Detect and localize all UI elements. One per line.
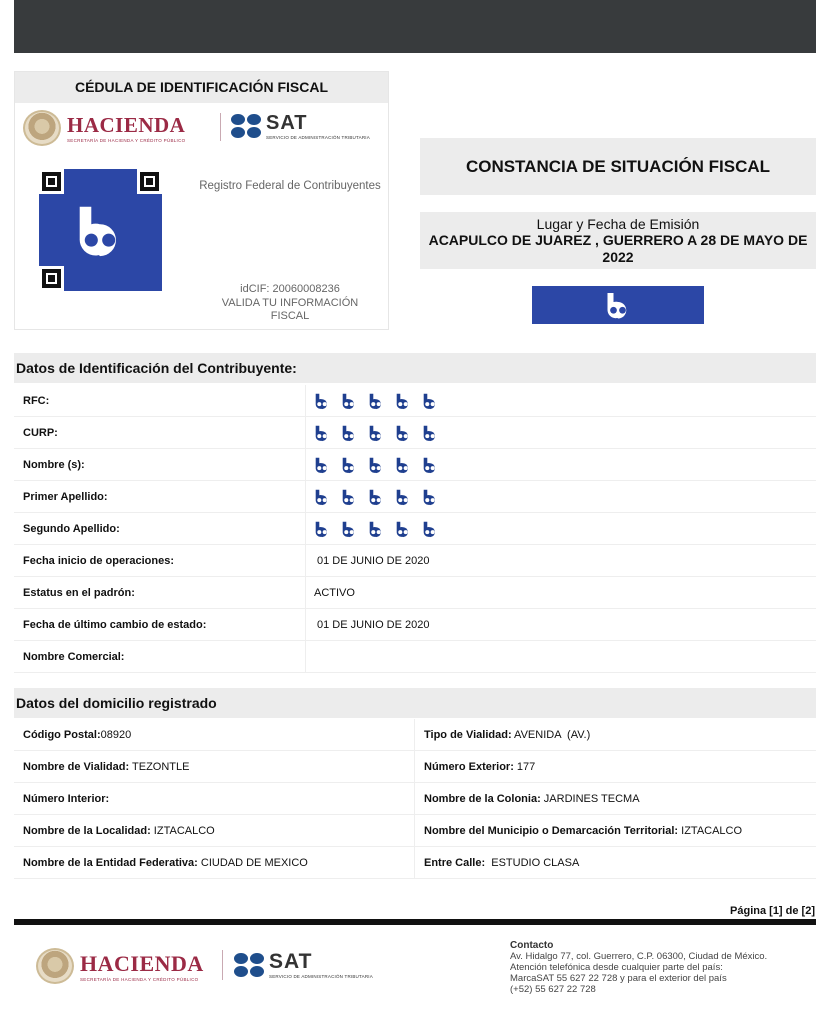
cedula-logos [23, 110, 383, 146]
column-divider [414, 719, 415, 750]
redaction-mask-icon [366, 488, 386, 506]
sat-dots-icon [231, 114, 261, 138]
redaction-mask-icon [312, 520, 332, 538]
column-divider [305, 513, 306, 544]
contact-line: (+52) 55 627 22 728 [510, 984, 596, 995]
redaction-mask-icon [420, 456, 440, 474]
idcif-value: idCIF: 20060008236 [240, 283, 340, 295]
redaction-mask-icon [339, 424, 359, 442]
hacienda-wordmark: HACIENDA [80, 950, 204, 976]
hacienda-subtitle: SECRETARÍA DE HACIENDA Y CRÉDITO PÚBLICO [67, 138, 186, 143]
address-field [424, 783, 640, 815]
logo-divider [220, 113, 221, 141]
logo-divider [222, 950, 223, 980]
contact-line: Av. Hidalgo 77, col. Guerrero, C.P. 06300, Ciudad de México. [510, 951, 768, 962]
sat-subtitle: SERVICIO DE ADMINISTRACIÓN TRIBUTARIA [269, 974, 373, 979]
valida-line-2: FISCAL [270, 310, 310, 322]
redaction-mask-icon [393, 488, 413, 506]
identificacion-row [14, 609, 816, 641]
field-value: 01 DE JUNIO DE 2020 [317, 555, 430, 567]
address-field [424, 719, 590, 751]
redaction-mask-icon [339, 456, 359, 474]
field-label: Fecha inicio de operaciones: [23, 555, 174, 567]
footer-logos [36, 946, 386, 986]
redaction-mask-icon [312, 488, 332, 506]
redaction-mask-icon [312, 392, 332, 410]
redaction-banner [532, 286, 704, 324]
contact-title: Contacto [510, 940, 554, 951]
cedula-identificacion-fiscal [14, 71, 389, 330]
domicilio-row [14, 719, 816, 751]
field-label: CURP: [23, 427, 58, 439]
redaction-mask-icon [366, 520, 386, 538]
qr-finder-icon [39, 169, 64, 194]
sat-wordmark: SAT [266, 112, 308, 134]
domicilio-row [14, 815, 816, 847]
redaction-mask-icon [312, 456, 332, 474]
identificacion-row [14, 577, 816, 609]
lugar-fecha-emision [420, 212, 816, 269]
address-field [23, 751, 189, 783]
domicilio-row [14, 751, 816, 783]
column-divider [305, 385, 306, 416]
column-divider [305, 609, 306, 640]
hacienda-logo [23, 110, 185, 146]
identificacion-row [14, 417, 816, 449]
qr-finder-icon [39, 266, 64, 291]
redaction-logo-icon [603, 290, 633, 320]
section-title-domicilio: Datos del domicilio registrado [14, 688, 816, 718]
redaction-mask-icon [339, 520, 359, 538]
constancia-title: CONSTANCIA DE SITUACIÓN FISCAL [420, 138, 816, 195]
address-label: Código Postal: [23, 729, 101, 741]
eagle-seal-icon [36, 948, 74, 984]
column-divider [414, 783, 415, 814]
redaction-mask-icon [393, 424, 413, 442]
redaction-mask-icon [312, 424, 332, 442]
redaction-mask-icon [420, 488, 440, 506]
address-label: Nombre del Municipio o Demarcación Territorial: [424, 825, 679, 837]
address-label: Nombre de la Colonia: [424, 793, 541, 805]
column-divider [305, 417, 306, 448]
redaction-mask-icon [366, 392, 386, 410]
field-label: Primer Apellido: [23, 491, 108, 503]
column-divider [414, 815, 415, 846]
address-value: CIUDAD DE MEXICO [197, 857, 308, 869]
redaction-mask-icon [366, 456, 386, 474]
field-label: Nombre Comercial: [23, 651, 125, 663]
rfc-caption: Registro Federal de Contribuyentes [199, 180, 381, 192]
redacted-value [312, 392, 447, 410]
redaction-mask-icon [339, 392, 359, 410]
identificacion-row [14, 641, 816, 673]
qr-finder-icon [137, 169, 162, 194]
address-label: Entre Calle: [424, 857, 486, 869]
footer-rule [14, 919, 816, 925]
address-value: ESTUDIO CLASA [485, 857, 580, 869]
address-label: Nombre de la Localidad: [23, 825, 151, 837]
identificacion-row [14, 545, 816, 577]
contact-line: MarcaSAT 55 627 22 728 y para el exterior del país [510, 973, 727, 984]
sat-dots-icon [234, 953, 264, 977]
field-label: Fecha de último cambio de estado: [23, 619, 207, 631]
redaction-mask-icon [420, 424, 440, 442]
field-value: 01 DE JUNIO DE 2020 [317, 619, 430, 631]
cedula-title: CÉDULA DE IDENTIFICACIÓN FISCAL [15, 72, 388, 103]
page-indicator: Página [1] de [2] [730, 905, 815, 917]
valida-line-1: VALIDA TU INFORMACIÓN [221, 296, 359, 309]
sat-logo [234, 950, 373, 979]
address-value: TEZONTLE [129, 761, 190, 773]
column-divider [305, 449, 306, 480]
identificacion-row [14, 513, 816, 545]
field-label: Segundo Apellido: [23, 523, 120, 535]
redaction-mask-icon [366, 424, 386, 442]
identificacion-row [14, 481, 816, 513]
column-divider [305, 641, 306, 672]
field-label: Nombre (s): [23, 459, 85, 471]
address-field [424, 815, 742, 847]
redaction-mask-icon [420, 520, 440, 538]
lugar-label: Lugar y Fecha de Emisión [536, 216, 700, 232]
redaction-mask-icon [393, 392, 413, 410]
address-field [23, 815, 215, 847]
address-field [23, 719, 131, 751]
redaction-mask-icon [339, 488, 359, 506]
redaction-mask-icon [420, 392, 440, 410]
address-label: Nombre de la Entidad Federativa: [23, 857, 198, 869]
address-label: Número Exterior: [424, 761, 514, 773]
lugar-value: ACAPULCO DE JUAREZ , GUERRERO A 28 DE MAYO DE 2022 [428, 232, 808, 265]
column-divider [305, 481, 306, 512]
address-value: 177 [513, 761, 536, 773]
sat-wordmark: SAT [269, 950, 313, 973]
column-divider [305, 577, 306, 608]
contact-block [510, 940, 810, 995]
address-value: 08920 [100, 729, 132, 741]
redacted-value [312, 520, 447, 538]
eagle-seal-icon [23, 110, 61, 146]
redaction-logo-icon [71, 201, 129, 259]
address-field [23, 783, 109, 815]
redacted-value [312, 456, 447, 474]
identificacion-row [14, 449, 816, 481]
address-field [424, 847, 579, 879]
hacienda-wordmark: HACIENDA [67, 113, 186, 137]
field-label: RFC: [23, 395, 50, 407]
address-field [23, 847, 308, 879]
redacted-value [312, 424, 447, 442]
column-divider [414, 751, 415, 782]
section-title-identificacion: Datos de Identificación del Contribuyente: [14, 353, 816, 383]
redaction-mask-icon [393, 456, 413, 474]
sat-logo [231, 112, 370, 140]
field-label: Estatus en el padrón: [23, 587, 135, 599]
hacienda-subtitle: SECRETARÍA DE HACIENDA Y CRÉDITO PÚBLICO [80, 976, 199, 982]
address-label: Número Interior: [23, 793, 110, 805]
address-value: AVENIDA (AV.) [511, 729, 591, 741]
address-value: IZTACALCO [678, 825, 743, 837]
qr-code[interactable] [39, 169, 162, 291]
address-field [424, 751, 535, 783]
contact-line: Atención telefónica desde cualquier parte del país: [510, 962, 723, 973]
idcif-block [195, 283, 385, 324]
address-label: Tipo de Vialidad: [424, 729, 512, 741]
column-divider [414, 847, 415, 878]
column-divider [305, 545, 306, 576]
redaction-mask-icon [393, 520, 413, 538]
domicilio-row [14, 783, 816, 815]
sat-subtitle: SERVICIO DE ADMINISTRACIÓN TRIBUTARIA [266, 135, 370, 140]
domicilio-row [14, 847, 816, 879]
address-value: JARDINES TECMA [540, 793, 640, 805]
redacted-value [312, 488, 447, 506]
address-label: Nombre de Vialidad: [23, 761, 130, 773]
top-header-bar [14, 0, 816, 53]
field-value: ACTIVO [314, 587, 355, 599]
hacienda-logo [36, 948, 204, 984]
identificacion-row [14, 385, 816, 417]
address-value: IZTACALCO [150, 825, 215, 837]
